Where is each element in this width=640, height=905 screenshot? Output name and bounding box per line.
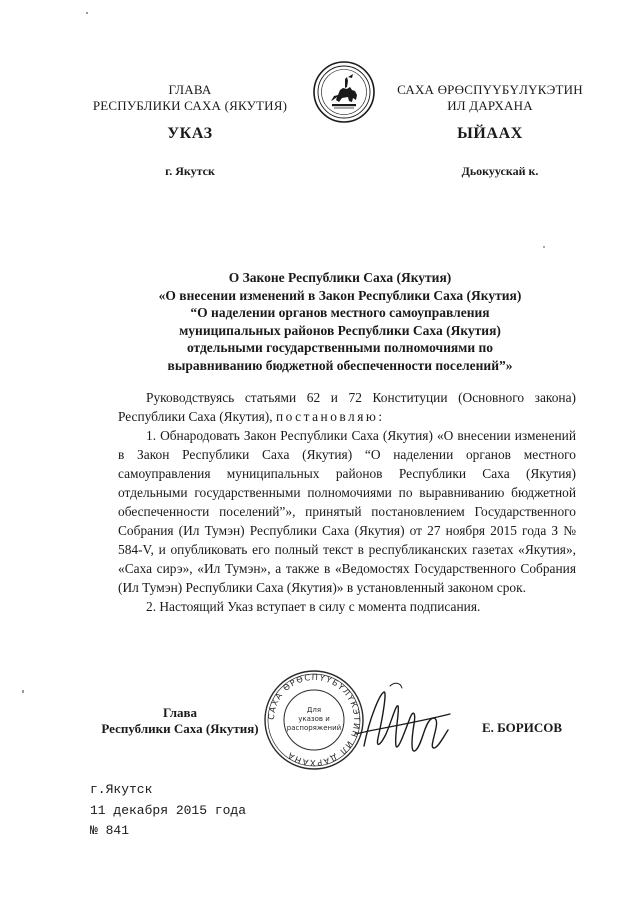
header-left-line1: ГЛАВА [168,82,212,97]
city-left: г. Якутск [165,164,215,178]
stamp-center-line1: Для [306,706,322,714]
header-right-line2: ИЛ ДАРХАНА [447,98,533,113]
footer-number: № 841 [90,823,130,838]
doc-type-right: ЫЙААХ [457,125,523,142]
decree-body [118,388,576,616]
city-right: Дьокуускай к. [461,164,539,178]
signatory-position-line1: Глава [162,705,198,720]
footer-date: 11 декабря 2015 года [90,802,247,818]
doc-type-left: УКАЗ [167,125,213,142]
footer-city: г.Якутск [90,782,153,797]
intro-verb: постановляю: [275,409,385,424]
scan-speck [543,246,545,248]
item-2-paragraph: 2. Настоящий Указ вступает в силу с момента подписания. [146,599,481,614]
handwritten-signature [350,676,460,766]
scan-speck [22,690,24,693]
header-right [380,82,600,114]
title-line: «О внесении изменений в Закон Республики Саха (Якутия) [158,287,522,303]
signatory-position-line2: Республики Саха (Якутия) [101,721,259,736]
footer-registration [90,780,350,842]
header-left [80,82,300,114]
scan-speck [86,12,88,14]
item-1-paragraph: 1. Обнародовать Закон Республики Саха (Якутия) «О внесении изменений в Закон Республики Саха (Якутия) “О наделении органов местного самоуправления муниципальных районов Республики Саха (Якутия) отдельными государственными полномочиями по выравниванию бюджетной обеспеченности поселений”», принятый постановлением Государственного Собрания (Ил Тумэн) Республики Саха (Якутия) от 27 ноября 2015 года З № 584-V, и опубликовать его полный текст в республиканских газетах «Якутия», «Саха сирэ», «Ил Тумэн», а также в «Ведомостях Государственного Собрания (Ил Тумэн) Республики Саха (Якутия)» в установленный законом срок. [118,428,576,595]
intro-paragraph [118,388,576,426]
stamp-center-line3: распоряжений [286,724,342,732]
title-line: выравниванию бюджетной обеспеченности поселений”» [167,357,513,373]
coat-of-arms-emblem [312,60,376,124]
header-left-line2: РЕСПУБЛИКИ САХА (ЯКУТИЯ) [92,98,288,113]
stamp-center-line2: указов и [298,715,330,723]
title-line: отдельными государственными полномочиями по [186,340,494,355]
title-line: О Законе Республики Саха (Якутия) [228,270,452,285]
header-right-line1: САХА ӨРӨСПҮҮБҮЛҮКЭТИН [397,82,583,97]
signatory-name: Е. БОРИСОВ [482,720,563,735]
decree-title [90,269,590,374]
intro-text: Руководствуясь статьями 62 и 72 Конституции (Основного закона) Республики Саха (Якутия), [118,390,576,424]
stamp-ring-text: САХА ӨРӨСПҮҮБҮЛҮКЭТИН ИЛ ДАРХАНА [265,671,363,769]
title-line: муниципальных районов Республики Саха (Якутия) [179,322,501,338]
title-line: “О наделении органов местного самоуправления [190,305,490,320]
signatory-position [90,705,270,737]
